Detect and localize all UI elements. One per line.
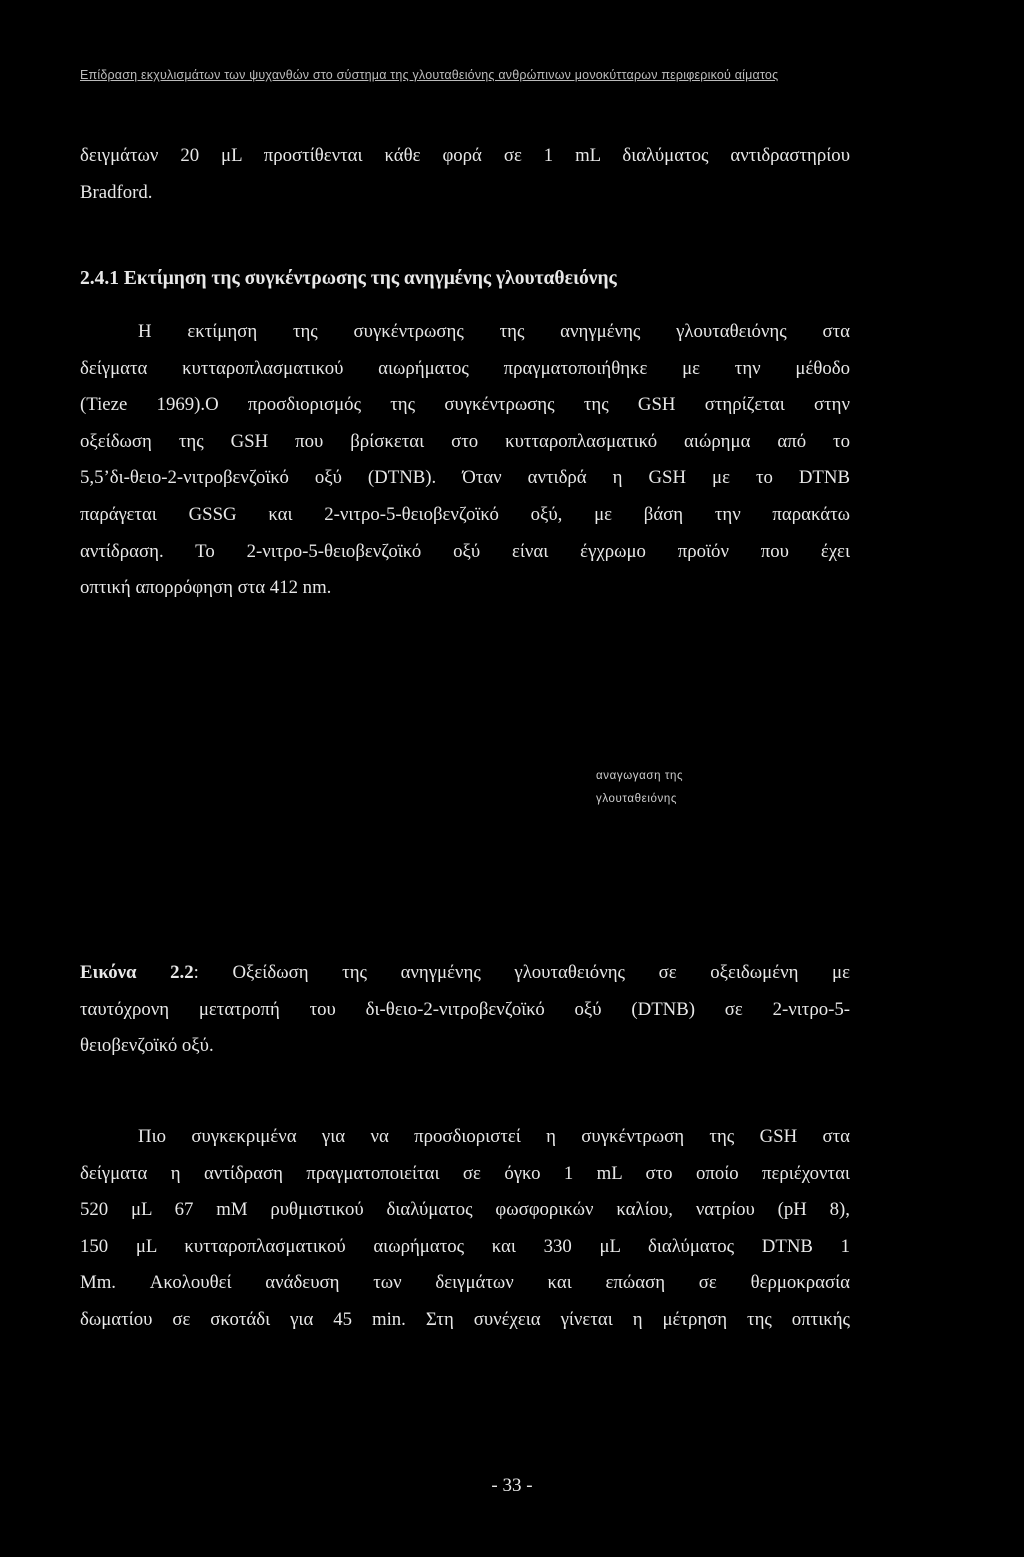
section-paragraph <box>80 314 850 607</box>
running-header: Επίδραση εκχυλισμάτων των ψυχανθών στο σύστημα της γλουταθειόνης ανθρώπινων μονοκύτταρων περιφερικού αίματος <box>80 68 779 82</box>
paragraph-line: 520 μL 67 mM ρυθμιστικού διαλύματος φωσφορικών καλίου, νατρίου (pH 8), <box>80 1199 851 1221</box>
paragraph-line: δωματίου σε σκοτάδι για 45 min. Στη συνέχεια γίνεται η μέτρηση της οπτικής <box>80 1308 850 1330</box>
paragraph-line: 5,5’δι-θειο-2-νιτροβενζοϊκό οξύ (DTNB). Όταν αντιδρά η GSH με το DTNB <box>80 467 850 489</box>
procedure-paragraph <box>80 1119 850 1339</box>
paragraph-line: οξείδωση της GSH που βρίσκεται στο κυτταροπλασματικό αιώρημα από το <box>80 430 850 452</box>
paragraph-line: δείγματα η αντίδραση πραγματοποιείται σε όγκο 1 mL στο οποίο περιέχονται <box>80 1162 850 1184</box>
paragraph-line: παράγεται GSSG και 2-νιτρο-5-θειοβενζοϊκό οξύ, με βάση την παρακάτω <box>80 503 850 525</box>
figure-caption <box>80 955 850 1065</box>
paragraph-line: (Tieze 1969).Ο προσδιορισμός της συγκέντρωσης της GSH στηρίζεται στην <box>80 394 850 416</box>
caption-text: : Οξείδωση της ανηγμένης γλουταθειόνης σε οξειδωμένη με <box>193 962 851 983</box>
paragraph-line: δειγμάτων 20 μL προστίθενται κάθε φορά σε 1 mL διαλύματος αντιδραστηρίου <box>80 145 850 166</box>
paragraph-line: δείγματα κυτταροπλασματικού αιωρήματος πραγματοποιήθηκε με την μέθοδο <box>80 357 850 379</box>
paragraph-line: Mm. Ακολουθεί ανάδευση των δειγμάτων και επώαση σε θερμοκρασία <box>80 1272 850 1294</box>
caption-line <box>80 955 850 992</box>
figure-label: γλουταθειόνης <box>596 793 678 805</box>
paragraph-line: 150 μL κυτταροπλασματικού αιωρήματος και 330 μL διαλύματος DTNB 1 <box>80 1235 850 1257</box>
intro-paragraph <box>80 138 850 211</box>
figure-label: αναγωγαση της <box>596 770 684 782</box>
caption-line: θειοβενζοϊκό οξύ. <box>80 1035 214 1057</box>
caption-line: ταυτόχρονη μετατροπή του δι-θειο-2-νιτροβενζοϊκό οξύ (DTNB) σε 2-νιτρο-5- <box>80 998 850 1020</box>
page-number: - 33 - <box>491 1475 533 1496</box>
section-heading: 2.4.1 Εκτίμηση της συγκέντρωσης της ανηγμένης γλουταθειόνης <box>80 268 617 289</box>
paragraph-line: Η εκτίμηση της συγκέντρωσης της ανηγμένης γλουταθειόνης στα <box>138 321 850 342</box>
paragraph-line: αντίδραση. Το 2-νιτρο-5-θειοβενζοϊκό οξύ είναι έγχρωμο προϊόν που έχει <box>80 540 850 562</box>
reaction-figure <box>80 720 940 920</box>
caption-lead: Εικόνα 2.2 <box>80 962 194 983</box>
paragraph-line: Bradford. <box>80 181 153 203</box>
paragraph-line: Πιο συγκεκριμένα για να προσδιοριστεί η συγκέντρωση της GSH στα <box>138 1126 850 1147</box>
paragraph-line: οπτική απορρόφηση στα 412 nm. <box>80 577 332 599</box>
